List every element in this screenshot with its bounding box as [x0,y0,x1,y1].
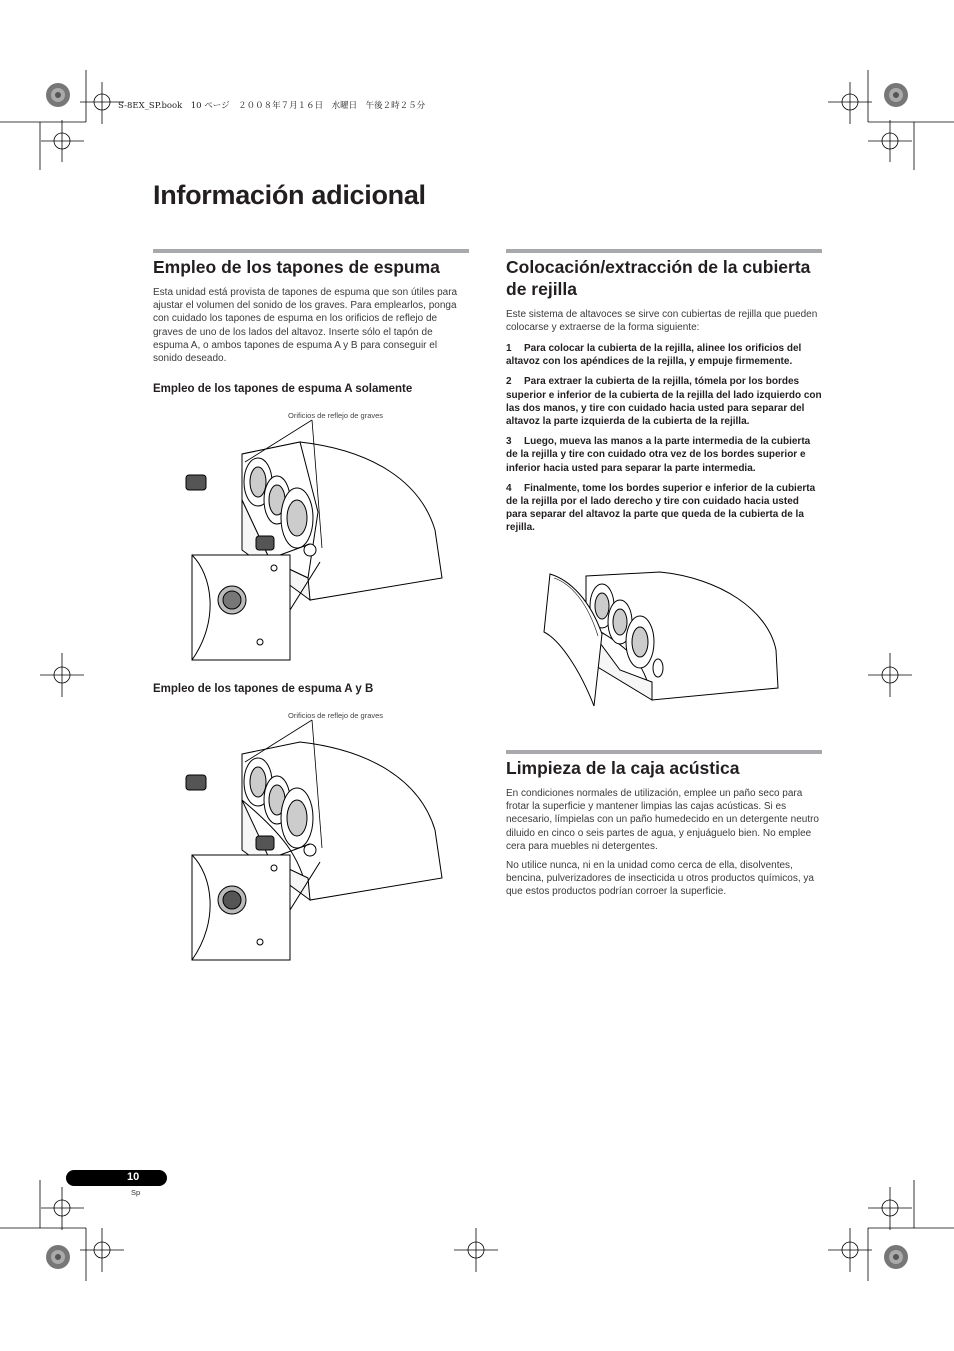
grille-steps-list [506,342,822,542]
step-text: Para colocar la cubierta de la rejilla, alinee los orificios del altavoz con los apéndices de la rejilla, y empuje firmemente. [506,343,802,368]
speaker-grille-illustration [540,570,780,710]
file-header: S-8EX_SP.book 10 ページ ２００８年７月１６日 水曜日 午後２時２５分 [118,101,426,111]
step-number: 3 [506,436,512,448]
grille-step [506,342,822,368]
grille-step [506,482,822,535]
step-number: 4 [506,482,512,494]
step-text: Finalmente, tome los bordes superior e inferior de la cubierta de la rejilla por el lado derecho y tire con cuidado hacia usted para separar del altavoz la parte que queda de la cubierta de la rejilla. [506,482,816,534]
page-language: Sp [131,1188,141,1197]
step-number: 1 [506,343,512,354]
bass-ports-caption-ab: Orificios de reflejo de graves [288,711,384,720]
step-number: 2 [506,376,512,388]
section-divider [506,750,822,754]
section-heading-foam-plugs: Empleo de los tapones de espuma [153,257,440,277]
cleaning-paragraph-2: No utilice nunca, ni en la unidad como cerca de ella, disolventes, bencina, pulverizadores de insecticida u otros productos químicos, ya que estos productos podrían corroer la superficie. [506,860,814,898]
subheading-plug-ab: Empleo de los tapones de espuma A y B [153,683,374,695]
section-heading-grille: Colocación/extracción de la cubierta de rejilla [506,257,811,299]
page-number-tab [66,1170,167,1186]
cleaning-text-block [506,787,822,905]
grille-step [506,375,822,428]
bass-ports-caption-a: Orificios de reflejo de graves [288,411,384,420]
speaker-plug-ab-illustration [180,720,460,970]
section-divider [153,249,469,253]
foam-plugs-paragraph [153,286,469,371]
step-text: Luego, mueva las manos a la parte intermedia de la cubierta de la rejilla y tire con cuidado otra vez de los bordes superior e inferior hacia usted para separar la parte intermedia. [506,436,811,474]
step-text: Para extraer la cubierta de la rejilla, tómela por los bordes superior e inferior de la cubierta de la rejilla del lado izquierdo con las dos manos, y tire con cuidado hacia usted para separar del altavoz la parte izquierda de la cubierta de la rejilla. [506,376,822,428]
cleaning-paragraph-1: En condiciones normales de utilización, emplee un paño seco para frotar la superficie y mantener limpias las cajas acústicas. Si es necesario, límpielas con un paño humedecido en un detergente neutro diluido en cinco o seis partes de agua, y enjuáguelo bien. No emplee cera para muebles ni detergentes. [506,788,819,852]
grille-intro-text: Este sistema de altavoces se sirve con cubiertas de rejilla que pueden colocarse y extraerse de la forma siguiente: [506,309,818,334]
section-heading-cleaning: Limpieza de la caja acústica [506,758,740,778]
page-title: Información adicional [153,180,426,210]
section-divider [506,249,822,253]
grille-step [506,435,822,475]
speaker-plug-a-illustration [180,420,460,670]
subheading-plug-a: Empleo de los tapones de espuma A solamente [153,383,413,395]
grille-intro [506,308,822,340]
foam-plugs-text: Esta unidad está provista de tapones de espuma que son útiles para ajustar el volumen del sonido de los graves. Para emplearlos, ponga con cuidado los tapones de espuma en los orificios de reflejo de graves de uno de los lados del altavoz. Inserte sólo el tapón de espuma A, o ambos tapones de espuma A y B para conseguir el sonido deseado. [153,287,458,365]
page-number: 10 [127,1171,140,1183]
